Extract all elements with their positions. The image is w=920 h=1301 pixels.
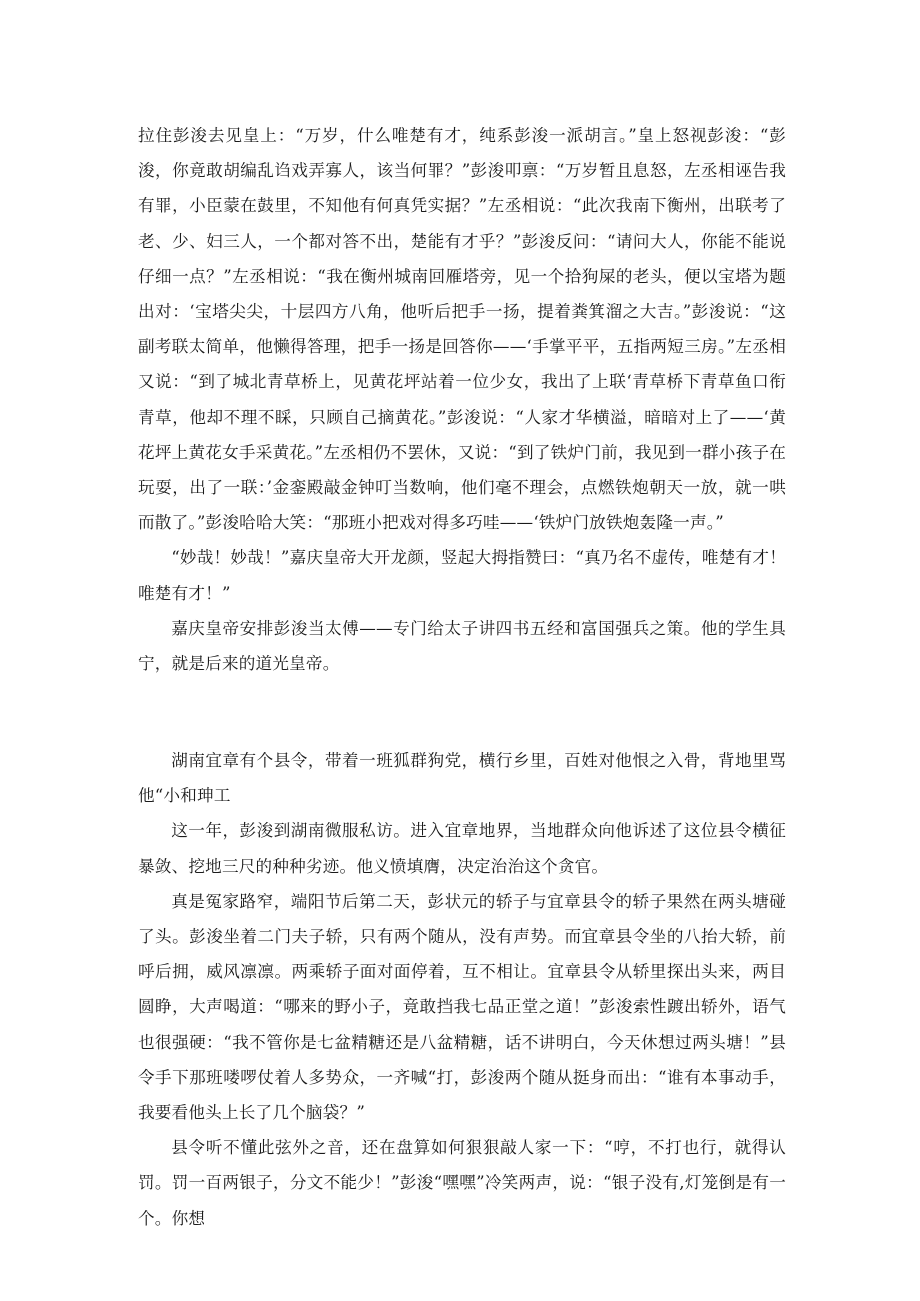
paragraph-appointed-tutor: 嘉庆皇帝安排彭浚当太傅——专门给太子讲四书五经和富国强兵之策。他的学生具宁，就是后来的道光皇帝。 <box>138 618 786 674</box>
paragraph-emperor-praise: “妙哉！妙哉！”嘉庆皇帝大开龙颜，竖起大拇指赞曰：“真乃名不虚传，唯楚有才！唯楚有才！” <box>138 548 786 603</box>
paragraph-sedan-confrontation: 真是冤家路窄，端阳节后第二天，彭状元的轿子与宜章县令的轿子果然在两头塘碰了头。彭浚坐着二门夫子轿，只有两个随从，没有声势。而宜章县令坐的八抬大轿，前呼后拥，威风凛凛。两乘轿子面对面停着，互不相让。宜章县令从轿里探出头来，两目圆睁，大声喝道：“哪来的野小子，竟敢挡我七品正堂之道！”彭浚索性踱出轿外，语气也很强硬：“我不管你是七盆精糖还是八盆精糖，话不讲明白，今天休想过两头塘！”县令手下那班喽啰仗着人多势众，一齐喊“打，彭浚两个随从挺身而出：“谁有本事动手，我要看他头上长了几个脑袋？” <box>138 891 786 1123</box>
paragraph-incognito-visit: 这一年，彭浚到湖南微服私访。进入宜章地界，当地群众向他诉述了这位县令横征暴敛、挖地三尺的种种劣迹。他义愤填膺，决定治治这个贪官。 <box>138 821 786 876</box>
paragraph-dialogue-with-emperor: 拉住彭浚去见皇上：“万岁，什么唯楚有才，纯系彭浚一派胡言。”皇上怒视彭浚：“彭浚，你竟敢胡编乱诌戏弄寡人，该当何罪？”彭浚叩禀：“万岁暂且息怒，左丞相诬告我有罪，小臣蒙在鼓里，不知他有何真凭实据？”左丞相说：“此次我南下衡州，出联考了老、少、妇三人，一个都对答不出，楚能有才乎？”彭浚反问：“请问大人，你能不能说仔细一点？”左丞相说：“我在衡州城南回雁塔旁，见一个拾狗屎的老头，便以宝塔为题出对：‘宝塔尖尖，十层四方八角，他听后把手一扬，提着粪箕溜之大吉。”彭浚说：“这副考联太简单，他懒得答理，把手一扬是回答你——‘手掌平平，五指两短三房。”左丞相又说：“到了城北青草桥上，见黄花坪站着一位少女，我出了上联‘青草桥下青草鱼口衔青草，他却不理不睬，只顾自己摘黄花。”彭浚说：“人家才华横溢，暗暗对上了——‘黄花坪上黄花女手采黄花。”左丞相仍不罢休，又说：“到了铁炉门前，我见到一群小孩子在玩耍，出了一联：’金銮殿敲金钟叮当数响，他们毫不理会，点燃铁炮朝天一放，就一哄而散了。”彭浚哈哈大笑：“那班小把戏对得多巧哇——‘铁炉门放铁炮轰隆一声。” <box>138 126 786 533</box>
paragraph-county-magistrate: 湖南宜章有个县令，带着一班狐群狗党，横行乡里，百姓对他恨之入骨，背地里骂他“小和珅工 <box>138 751 786 806</box>
story-section-two <box>138 743 786 1236</box>
story-section-one <box>138 118 786 681</box>
paragraph-magistrate-demands-fine: 县令听不懂此弦外之音，还在盘算如何狠狠敲人家一下：“哼，不打也行，就得认罚。罚一百两银子，分文不能少！”彭浚“嘿嘿”冷笑两声，说：“银子没有,灯笼倒是有一个。你想 <box>138 1138 786 1228</box>
